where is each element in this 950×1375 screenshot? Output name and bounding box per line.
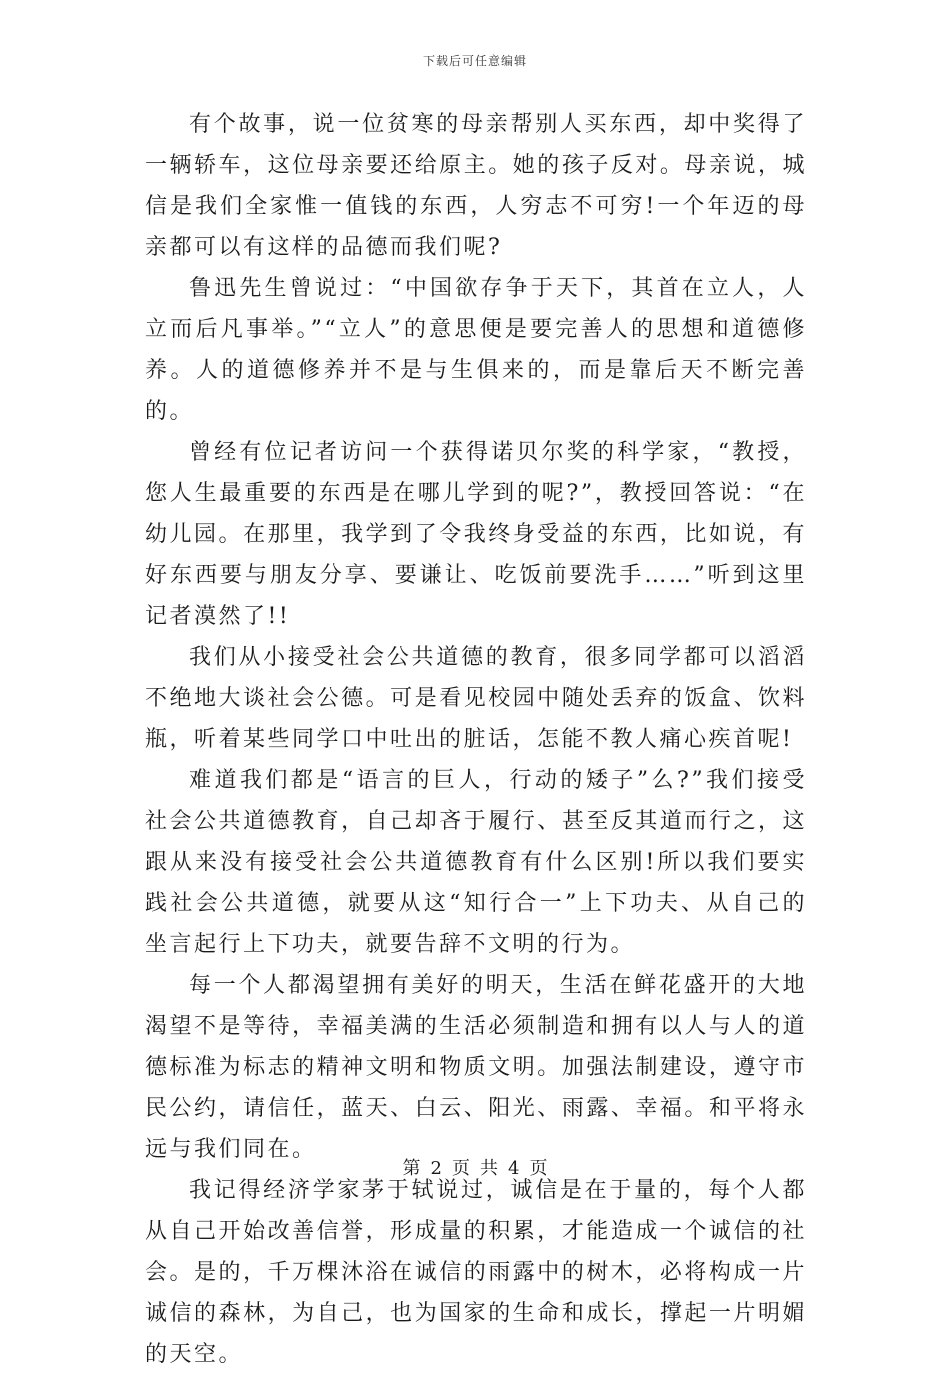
- paragraph: 我记得经济学家茅于轼说过，诚信是在于量的，每个人都从自己开始改善信誉，形成量的积累，才能造成一个诚信的社会。是的，千万棵沐浴在诚信的雨露中的树木，必将构成一片诚信的森林，为自己，也为国家的生命和成长，撑起一片明媚的天空。: [145, 1178, 807, 1367]
- current-page-number: 2: [430, 1158, 442, 1179]
- footer-prefix: 第: [402, 1158, 421, 1179]
- document-body: [145, 104, 807, 1375]
- paragraph: 我们从小接受社会公共道德的教育，很多同学都可以滔滔不绝地大谈社会公德。可是看见校园中随处丢弃的饭盒、饮料瓶，听着某些同学口中吐出的脏话，怎能不教人痛心疾首呢!: [145, 645, 807, 752]
- paragraph: 每一个人都渴望拥有美好的明天，生活在鲜花盛开的大地渴望不是等待，幸福美满的生活必须制造和拥有以人与人的道德标准为标志的精神文明和物质文明。加强法制建设，遵守市民公约，请信任，蓝天、白云、阳光、雨露、幸福。和平将永远与我们同在。: [145, 973, 807, 1162]
- page-header: 下载后可任意编辑: [422, 54, 527, 68]
- paragraph: 曾经有位记者访问一个获得诺贝尔奖的科学家，“教授，您人生最重要的东西是在哪儿学到的呢?”，教授回答说：“在幼儿园。在那里，我学到了令我终身受益的东西，比如说，有好东西要与朋友分享、要谦让、吃饭前要洗手……”听到这里记者漠然了!!: [145, 440, 807, 629]
- footer-page-word: 页: [452, 1158, 470, 1179]
- footer-suffix: 页: [529, 1158, 548, 1179]
- page-footer: [0, 1154, 950, 1180]
- paragraph: 有个故事，说一位贫寒的母亲帮别人买东西，却中奖得了一辆轿车，这位母亲要还给原主。她的孩子反对。母亲说，城信是我们全家惟一值钱的东西，人穷志不可穷!一个年迈的母亲都可以有这样的品德而我们呢?: [145, 112, 807, 260]
- footer-total-word: 共: [480, 1158, 498, 1179]
- total-pages-number: 4: [508, 1158, 520, 1179]
- paragraph: 难道我们都是“语言的巨人，行动的矮子”么?”我们接受社会公共道德教育，自己却吝于履行、甚至反其道而行之，这跟从来没有接受社会公共道德教育有什么区别!所以我们要实践社会公共道德，就要从这“知行合一”上下功夫、从自己的坐言起行上下功夫，就要告辞不文明的行为。: [145, 768, 807, 957]
- paragraph: 鲁迅先生曾说过：“中国欲存争于天下，其首在立人，人立而后凡事举。”“立人”的意思便是要完善人的思想和道德修养。人的道德修养并不是与生俱来的，而是靠后天不断完善的。: [145, 276, 807, 424]
